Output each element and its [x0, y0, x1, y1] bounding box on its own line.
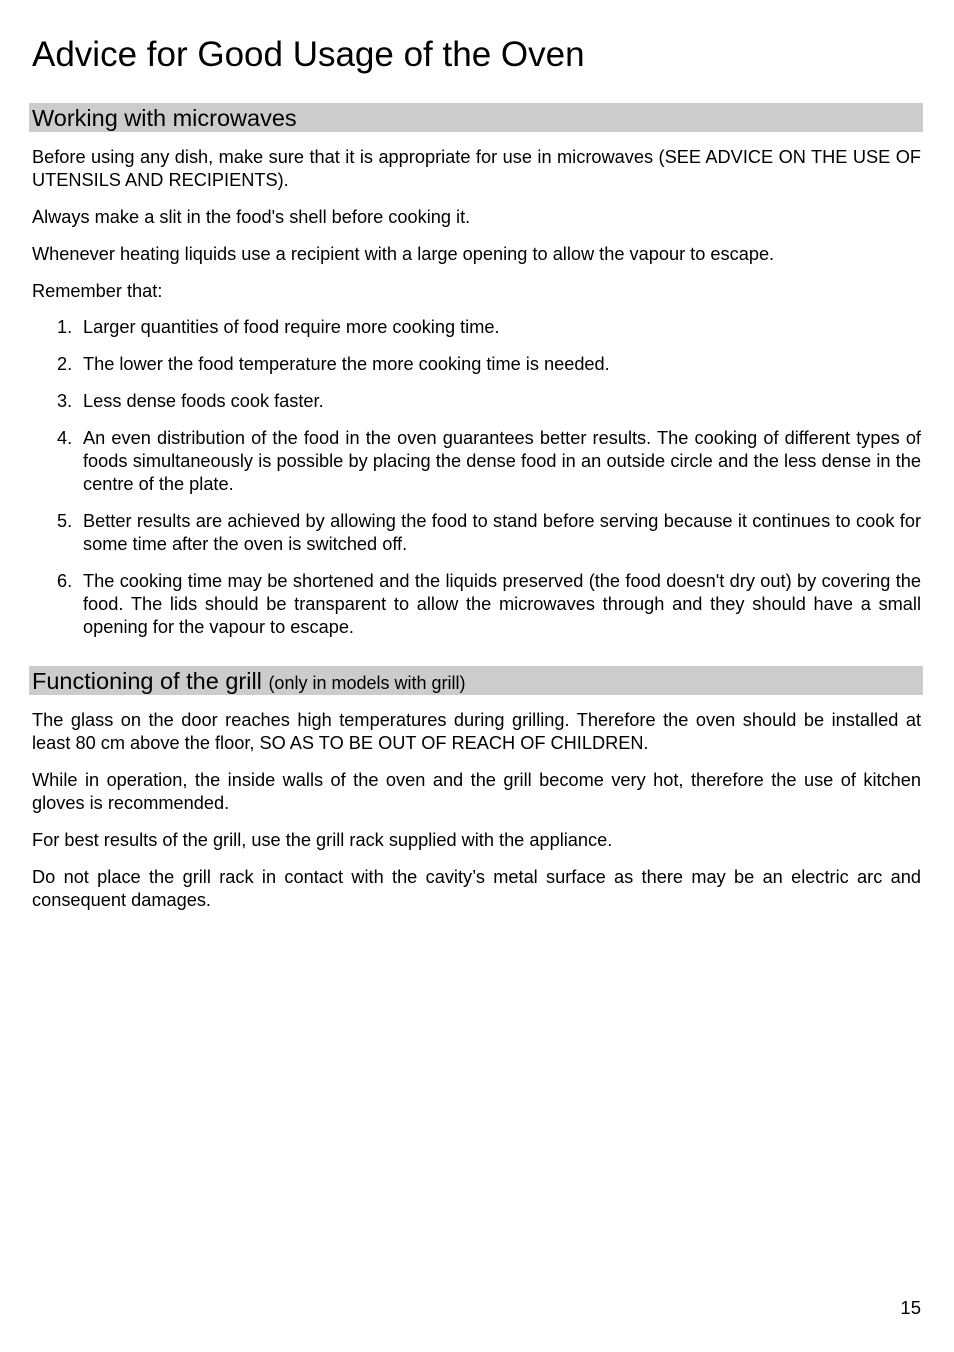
- list-item-text: Less dense foods cook faster.: [83, 391, 324, 411]
- list-item: [32, 510, 921, 556]
- paragraph: For best results of the grill, use the grill rack supplied with the appliance.: [32, 830, 613, 850]
- list-item-number: 3.: [57, 391, 73, 411]
- list-item-text: Larger quantities of food require more cooking time.: [83, 317, 500, 337]
- section-body-microwaves: [32, 146, 921, 653]
- page-title: Advice for Good Usage of the Oven: [32, 35, 585, 74]
- paragraph: Remember that:: [32, 281, 163, 301]
- list-item-text: An even distribution of the food in the oven guarantees better results. The cooking of different types of foods simultaneously is possible by placing the dense food in an outside circle and the less dense in the centre of the plate.: [83, 428, 921, 494]
- list-item-text: Better results are achieved by allowing the food to stand before serving because it continues to cook for some time after the oven is switched off.: [83, 511, 921, 554]
- page-number: 15: [900, 1297, 921, 1318]
- list-item: [32, 427, 921, 496]
- list-item: [32, 316, 921, 339]
- section-subheading: (only in models with grill): [268, 673, 466, 693]
- section-heading-text: Working with microwaves: [32, 105, 297, 131]
- list-item-number: 5.: [57, 511, 73, 531]
- numbered-list: [32, 316, 921, 639]
- section-heading-grill: [29, 666, 923, 695]
- list-item-number: 4.: [57, 428, 73, 448]
- list-item-number: 1.: [57, 317, 73, 337]
- section-heading-text: Functioning of the grill: [32, 668, 262, 694]
- list-item: [32, 353, 921, 376]
- list-item: [32, 390, 921, 413]
- list-item-number: 6.: [57, 571, 73, 591]
- paragraph: The glass on the door reaches high temperatures during grilling. Therefore the oven should be installed at least 80 cm above the floor, SO AS TO BE OUT OF REACH OF CHILDREN.: [32, 710, 921, 753]
- list-item-text: The cooking time may be shortened and the liquids preserved (the food doesn't dry out) by covering the food. The lids should be transparent to allow the microwaves through and they should have a small opening for the vapour to escape.: [83, 571, 921, 637]
- section-body-grill: [32, 709, 921, 926]
- section-heading-microwaves: [29, 103, 923, 132]
- paragraph: While in operation, the inside walls of the oven and the grill become very hot, therefore the use of kitchen gloves is recommended.: [32, 770, 921, 813]
- paragraph: Before using any dish, make sure that it is appropriate for use in microwaves (SEE ADVICE ON THE USE OF UTENSILS AND RECIPIENTS).: [32, 147, 921, 190]
- paragraph: Whenever heating liquids use a recipient with a large opening to allow the vapour to escape.: [32, 244, 775, 264]
- paragraph: Always make a slit in the food's shell before cooking it.: [32, 207, 471, 227]
- list-item-number: 2.: [57, 354, 73, 374]
- list-item-text: The lower the food temperature the more cooking time is needed.: [83, 354, 610, 374]
- paragraph: Do not place the grill rack in contact with the cavity’s metal surface as there may be an electric arc and consequent damages.: [32, 867, 921, 910]
- list-item: [32, 570, 921, 639]
